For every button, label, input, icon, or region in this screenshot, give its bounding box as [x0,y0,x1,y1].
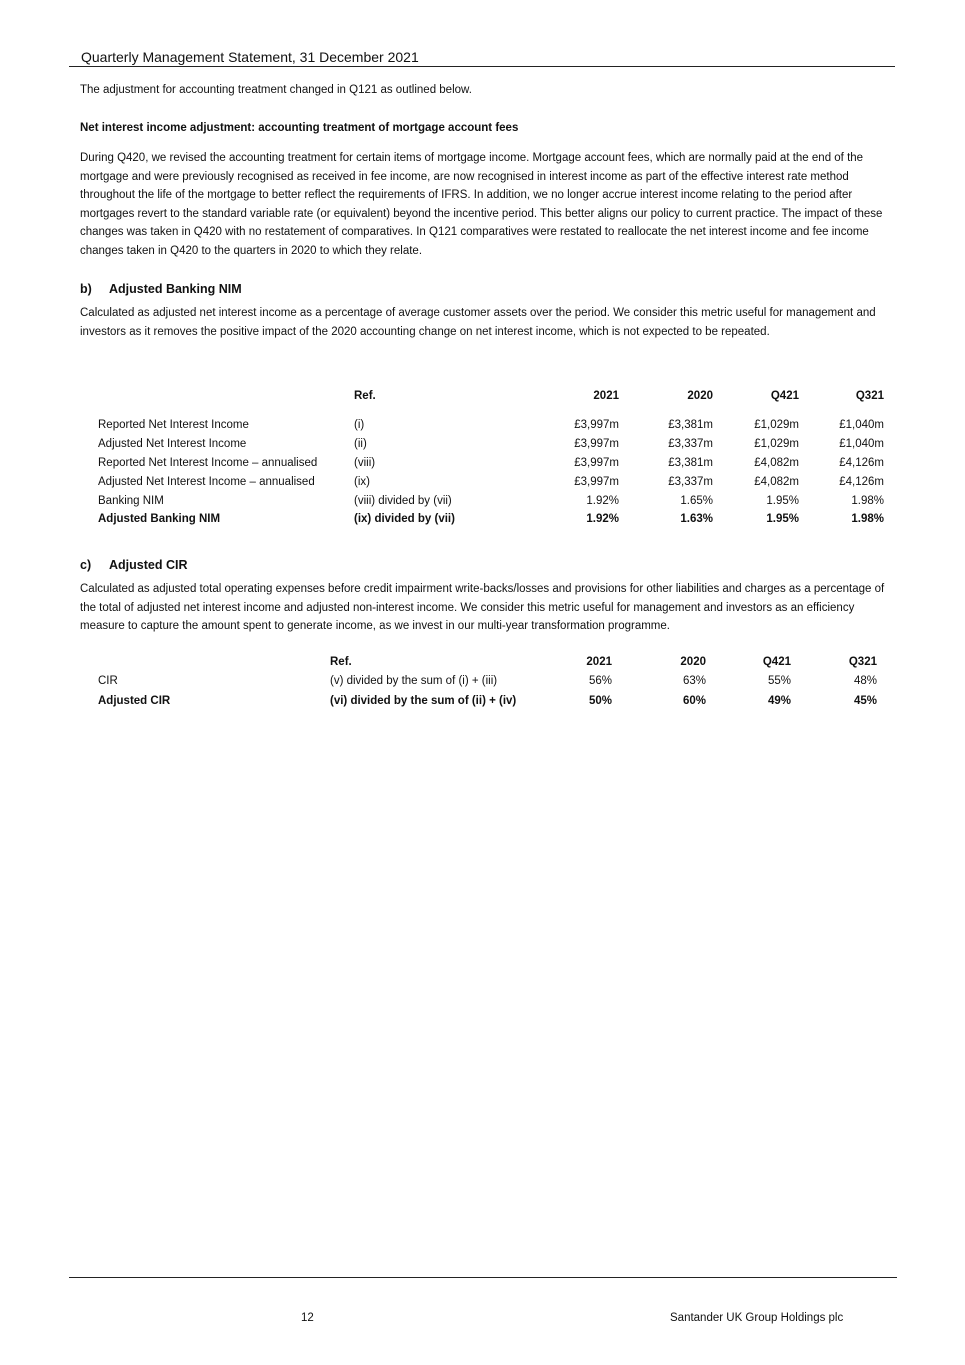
header-rule [69,66,895,67]
row-value: £4,082m [754,457,799,469]
row-value: 1.95% [766,513,799,525]
row-value: £4,126m [839,476,884,488]
row-ref: (v) divided by the sum of (i) + (iii) [330,675,498,687]
intro-text: The adjustment for accounting treatment changed in Q121 as outlined below. [80,84,472,96]
table-header-cell: Ref. [354,390,376,402]
row-label: Reported Net Interest Income [98,419,249,431]
footer-company: Santander UK Group Holdings plc [670,1312,844,1324]
row-ref: (viii) [354,457,376,469]
row-value: £4,082m [754,476,799,488]
row-value: 1.63% [680,513,713,525]
row-value: 1.98% [851,513,884,525]
table-header-cell: Ref. [330,656,352,668]
row-value: 55% [767,675,791,687]
row-value: £1,029m [754,419,799,431]
row-label: Reported Net Interest Income – annualised [98,457,318,469]
table-header-cell: Q321 [855,390,884,402]
row-value: 48% [853,675,877,687]
row-value: 1.98% [851,495,884,507]
row-value: 60% [682,695,706,707]
row-label: Banking NIM [98,495,164,507]
row-value: 1.92% [586,513,619,525]
section-c-body: Calculated as adjusted total operating expenses before credit impairment write-backs/losses and provisions for other liabilities and charges as a percentage of the total of adjusted net interest income and adjusted non-interest income. We consider this metric useful for management and investors as an efficiency measure to capture the amount spent to generate income, as we invest in our multi-year transformation programme. [80,583,885,633]
row-value: £1,040m [839,438,884,450]
nii-heading: Net interest income adjustment: accounting treatment of mortgage account fees [80,122,519,134]
row-value: 45% [853,695,877,707]
row-value: 56% [588,675,612,687]
table-header-cell: 2020 [680,656,706,668]
table-header-cell: Q421 [770,390,799,402]
row-label: Adjusted Net Interest Income – annualised [98,476,315,488]
section-b-heading: Adjusted Banking NIM [109,282,242,296]
row-value: £3,337m [668,476,713,488]
row-value: 50% [588,695,612,707]
table-header-cell: 2021 [593,390,619,402]
row-value: 63% [682,675,706,687]
table-header-cell: 2021 [586,656,612,668]
row-value: 1.65% [680,495,713,507]
row-value: £3,381m [668,457,713,469]
section-c-heading: Adjusted CIR [109,558,188,572]
page-number: 12 [301,1312,314,1324]
table-header-cell: Q321 [848,656,877,668]
row-ref: (vi) divided by the sum of (ii) + (iv) [330,695,517,707]
table-header-cell: 2020 [687,390,713,402]
row-value: 1.95% [766,495,799,507]
footer-rule [69,1277,897,1278]
row-value: £1,029m [754,438,799,450]
row-value: £3,997m [574,419,619,431]
nii-body: During Q420, we revised the accounting treatment for certain items of mortgage income. Mortgage account fees, which are normally paid at the end of the mortgage and were previously recognised as received in fee income, are now recognised in interest income as part of the effective interest rate method throughout the life of the mortgage to better reflect the requirements of IFRS. In addition, we no longer accrue interest income relating to the period after mortgages revert to the standard variable rate (or equivalent) beyond the incentive period. This better aligns our policy to current practice. The impact of these changes was taken in Q420 with no restatement of comparatives. In Q121 comparatives were restated to reallocate the net interest income and fee income changes taken in Q420 to the quarters in 2020 to which they relate. [80,152,883,257]
section-c-letter: c) [80,558,92,572]
row-value: £3,997m [574,457,619,469]
row-value: £3,997m [574,476,619,488]
row-ref: (ii) [354,438,367,450]
row-value: £4,126m [839,457,884,469]
section-b-body: Calculated as adjusted net interest income as a percentage of average customer assets over the period. We consider this metric useful for management and investors as it removes the positive impact of the 2020 accounting change on net interest income, which is not expected to be repeated. [80,307,876,338]
row-ref: (viii) divided by (vii) [354,495,452,507]
row-ref: (i) [354,419,365,431]
row-value: 1.92% [586,495,619,507]
row-ref: (ix) [354,476,370,488]
row-ref: (ix) divided by (vii) [354,513,455,525]
row-value: 49% [767,695,791,707]
row-value: £3,337m [668,438,713,450]
row-value: £3,997m [574,438,619,450]
row-label: Adjusted CIR [98,695,171,707]
row-value: £3,381m [668,419,713,431]
row-value: £1,040m [839,419,884,431]
section-b-letter: b) [80,282,92,296]
row-label: Adjusted Banking NIM [98,513,221,525]
row-label: Adjusted Net Interest Income [98,438,247,450]
page-header-title: Quarterly Management Statement, 31 December 2021 [81,49,419,65]
table-header-cell: Q421 [762,656,791,668]
row-label: CIR [98,675,118,687]
